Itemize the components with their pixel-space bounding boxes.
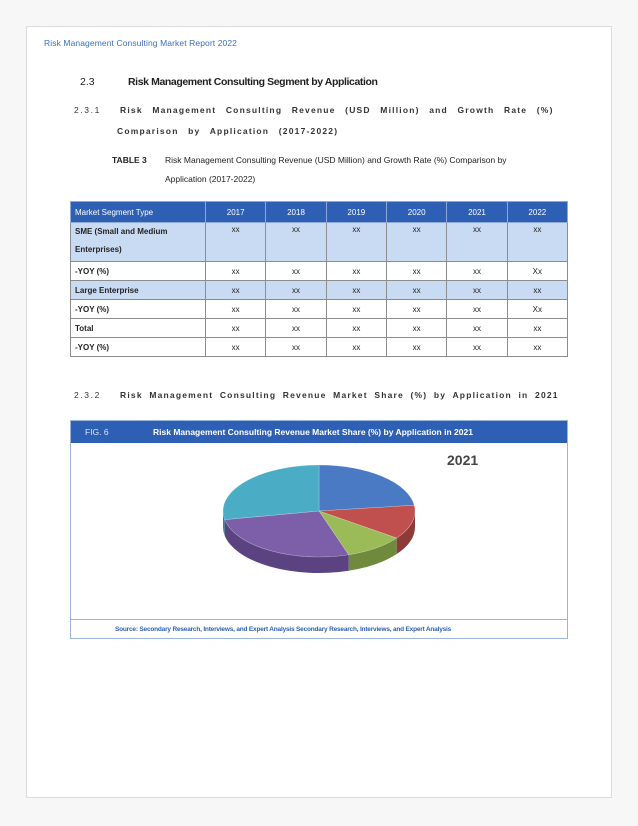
table-cell: xx (266, 338, 326, 357)
pie-slice (223, 465, 319, 520)
table-cell: xx (266, 319, 326, 338)
col-header-2021: 2021 (447, 202, 507, 223)
figure-source: Source: Secondary Research, Interviews, and Expert Analysis Secondary Research, Interviews, and Expert Analysis (115, 626, 452, 633)
table-cell: xx (326, 281, 386, 300)
row-label: -YOY (%) (71, 338, 206, 357)
table-cell: xx (206, 338, 266, 357)
row-label: SME (Small and Medium Enterprises) (71, 223, 206, 262)
table-cell: xx (386, 338, 446, 357)
figure-box (70, 420, 568, 639)
table-cell: Xx (507, 262, 567, 281)
figure-label: FIG. 6 (85, 427, 109, 437)
pie-chart (221, 459, 421, 599)
table-cell: xx (507, 319, 567, 338)
subsection-2-heading: Risk Management Consulting Revenue Market Share (%) by Application in 2021 (120, 390, 559, 400)
table-cell: xx (447, 319, 507, 338)
subsection-1-number: 2.3.1 (74, 105, 101, 115)
pie-year-label: 2021 (447, 452, 479, 468)
table-cell: xx (507, 281, 567, 300)
col-header-2022: 2022 (507, 202, 567, 223)
table-cell: xx (326, 300, 386, 319)
table-row (71, 281, 568, 300)
table-cell: xx (206, 223, 266, 262)
table-header-row (71, 202, 568, 223)
table-cell: xx (266, 262, 326, 281)
table-caption-line2: Application (2017-2022) (165, 174, 256, 184)
table-cell: xx (447, 300, 507, 319)
table-cell: xx (326, 319, 386, 338)
table-cell: xx (386, 281, 446, 300)
section-number: 2.3 (80, 76, 95, 88)
table-cell: xx (206, 262, 266, 281)
figure-divider (71, 619, 567, 620)
report-header: Risk Management Consulting Market Report 2022 (44, 38, 238, 48)
figure-title: Risk Management Consulting Revenue Market Share (%) by Application in 2021 (153, 427, 473, 437)
col-header-2020: 2020 (386, 202, 446, 223)
col-header-segment: Market Segment Type (71, 202, 206, 223)
pie-slice (319, 465, 414, 511)
report-page (26, 26, 612, 798)
table-cell: xx (206, 281, 266, 300)
row-label: Large Enterprise (71, 281, 206, 300)
table-cell: xx (206, 300, 266, 319)
table-cell: xx (507, 223, 567, 262)
table-row (71, 338, 568, 357)
row-label: -YOY (%) (71, 262, 206, 281)
subsection-1-heading-line2: Comparison by Application (2017-2022) (117, 126, 339, 136)
table-cell: xx (447, 223, 507, 262)
col-header-2019: 2019 (326, 202, 386, 223)
table-cell: xx (326, 338, 386, 357)
section-title: Risk Management Consulting Segment by Application (128, 76, 378, 88)
subsection-2-number: 2.3.2 (74, 390, 101, 400)
subsection-1-heading-line1: Risk Management Consulting Revenue (USD Million) and Growth Rate (%) (120, 105, 554, 115)
table-cell: xx (266, 281, 326, 300)
table-cell: xx (266, 223, 326, 262)
col-header-2017: 2017 (206, 202, 266, 223)
table-cell: xx (447, 262, 507, 281)
table-cell: xx (206, 319, 266, 338)
table-row (71, 223, 568, 262)
table-cell: xx (386, 223, 446, 262)
table-row (71, 262, 568, 281)
revenue-table (70, 201, 568, 357)
table-label: TABLE 3 (112, 155, 147, 165)
row-label: -YOY (%) (71, 300, 206, 319)
row-label: Total (71, 319, 206, 338)
table-row (71, 319, 568, 338)
table-cell: xx (447, 281, 507, 300)
table-cell: xx (386, 262, 446, 281)
table-cell: xx (386, 319, 446, 338)
table-cell: xx (326, 223, 386, 262)
table-cell: xx (447, 338, 507, 357)
table-cell: xx (266, 300, 326, 319)
table-cell: xx (386, 300, 446, 319)
table-cell: Xx (507, 300, 567, 319)
figure-title-bar (71, 421, 567, 443)
col-header-2018: 2018 (266, 202, 326, 223)
table-caption-line1: Risk Management Consulting Revenue (USD Million) and Growth Rate (%) Comparison by (165, 155, 507, 165)
table-row (71, 300, 568, 319)
table-cell: xx (507, 338, 567, 357)
table-cell: xx (326, 262, 386, 281)
